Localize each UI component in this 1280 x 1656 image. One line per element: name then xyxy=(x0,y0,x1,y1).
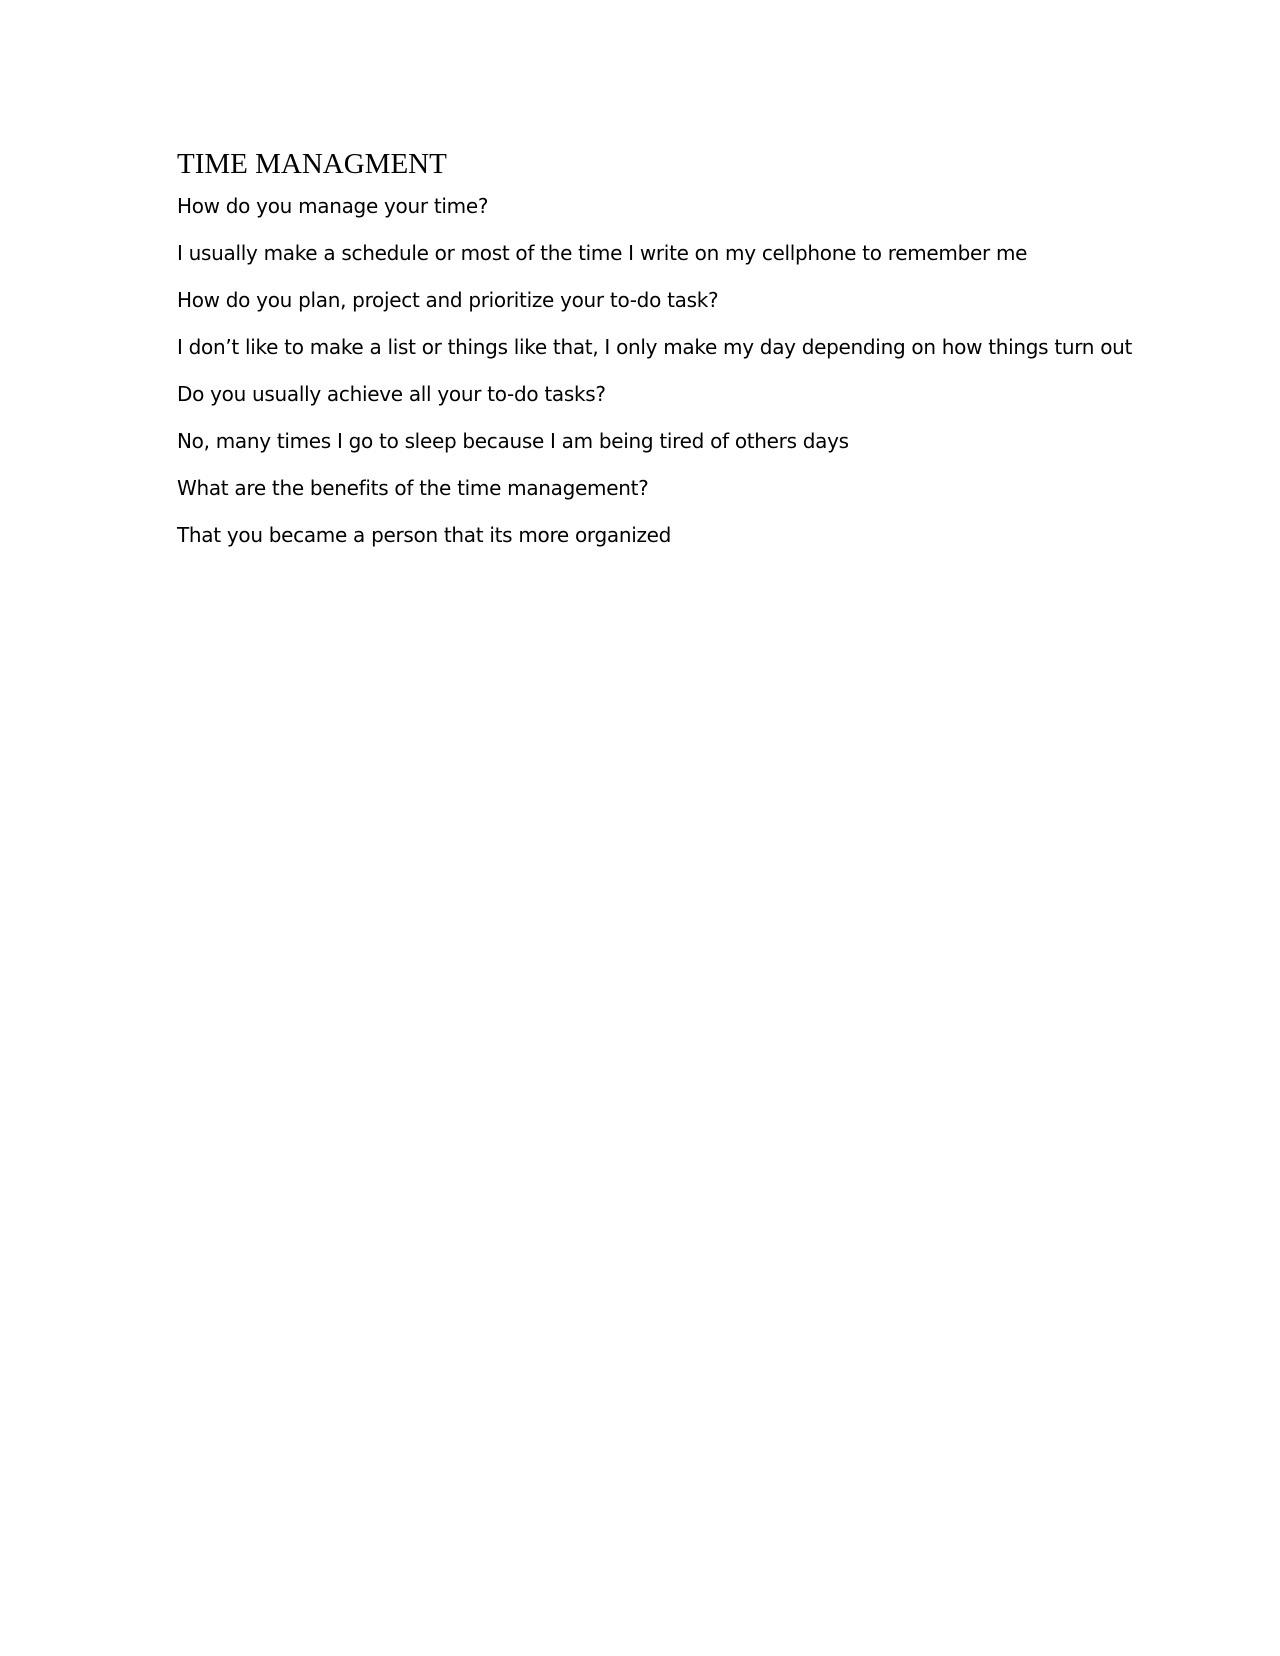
document-body xyxy=(177,146,1137,568)
question-2: How do you plan, project and prioritize your to-do task? xyxy=(177,288,719,312)
document-title: TIME MANAGMENT xyxy=(177,148,447,180)
question-4: What are the benefits of the time management? xyxy=(177,476,649,500)
answer-1: I usually make a schedule or most of the time I write on my cellphone to remember me xyxy=(177,241,1028,265)
answer-3: No, many times I go to sleep because I am being tired of others days xyxy=(177,429,849,453)
question-1: How do you manage your time? xyxy=(177,194,489,218)
answer-2: I don’t like to make a list or things like that, I only make my day depending on how things turn out xyxy=(177,335,1133,359)
question-3: Do you usually achieve all your to-do tasks? xyxy=(177,382,606,406)
answer-4: That you became a person that its more organized xyxy=(177,523,672,547)
